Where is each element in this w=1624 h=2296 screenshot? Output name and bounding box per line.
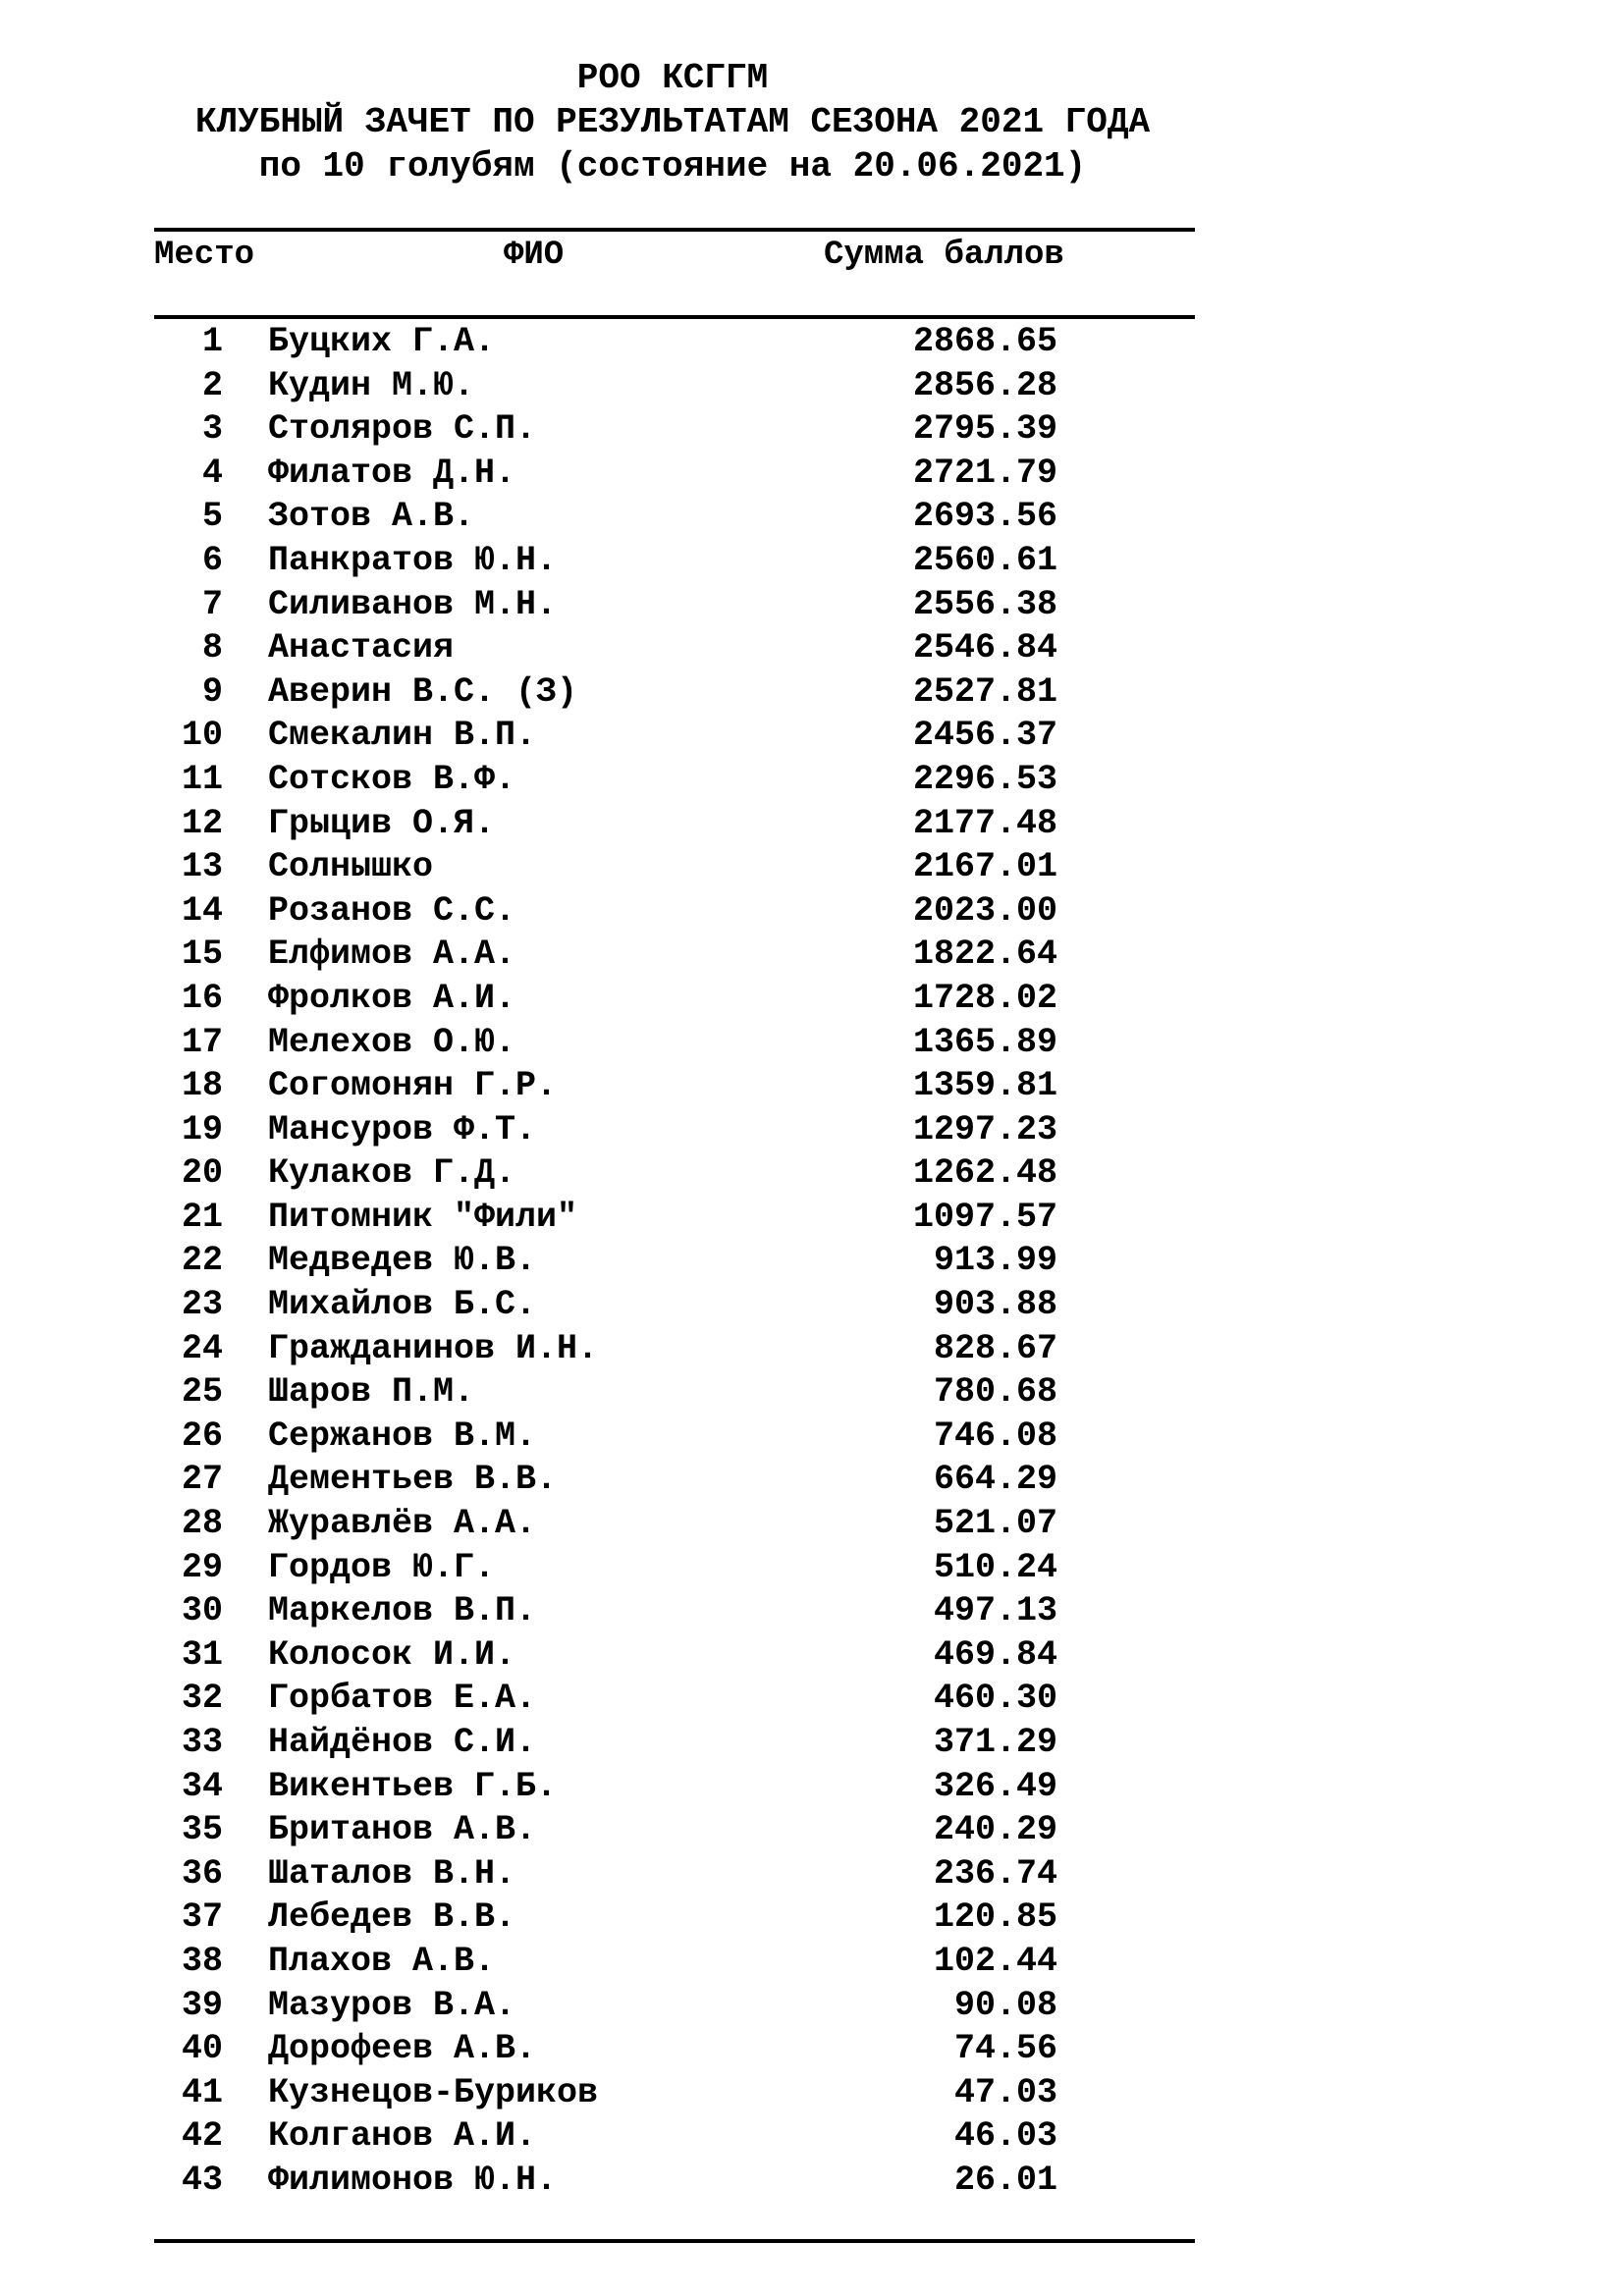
row-name: Викентьев Г.Б. (268, 1766, 558, 1806)
table-row (0, 626, 1624, 670)
table-row (0, 889, 1624, 934)
row-place: 27 (181, 1460, 223, 1500)
row-score: 469.84 (933, 1634, 1057, 1675)
row-place: 41 (181, 2072, 223, 2112)
row-name: Горбатов Е.А. (268, 1679, 537, 1719)
results-table-body (0, 320, 1624, 2203)
row-score: 120.85 (933, 1897, 1057, 1938)
table-row (0, 670, 1624, 715)
row-score: 903.88 (933, 1285, 1057, 1325)
row-name: Михайлов Б.С. (268, 1285, 537, 1325)
row-name: Дорофеев А.В. (268, 2029, 537, 2069)
row-name: Смекалин В.П. (268, 716, 537, 756)
row-name: Кудин М.Ю. (268, 365, 475, 405)
row-place: 37 (181, 1897, 223, 1938)
table-row (0, 1546, 1624, 1590)
row-name: Найдёнов С.И. (268, 1723, 537, 1762)
row-place: 18 (181, 1066, 223, 1106)
row-score: 47.03 (953, 2072, 1057, 2112)
row-score: 2721.79 (912, 453, 1057, 493)
table-row (0, 1415, 1624, 1459)
top-divider (154, 228, 1195, 232)
table-row (0, 845, 1624, 889)
row-name: Питомник "Фили" (268, 1197, 578, 1237)
row-place: 42 (181, 2116, 223, 2157)
row-place: 17 (181, 1022, 223, 1062)
organization-title: РОО КСГГМ (576, 58, 769, 98)
row-score: 2527.81 (912, 671, 1057, 712)
table-row (0, 2027, 1624, 2071)
table-row (0, 1721, 1624, 1765)
row-score: 664.29 (933, 1460, 1057, 1500)
row-name: Столяров С.П. (268, 409, 537, 450)
table-row (0, 1940, 1624, 1984)
table-row (0, 933, 1624, 977)
table-row (0, 1852, 1624, 1896)
table-row (0, 1765, 1624, 1809)
row-score: 1297.23 (912, 1109, 1057, 1149)
row-place: 40 (181, 2029, 223, 2069)
row-score: 240.29 (933, 1810, 1057, 1850)
table-row (0, 1239, 1624, 1283)
table-row (0, 1984, 1624, 2028)
row-name: Шаталов В.Н. (268, 1853, 516, 1894)
table-row (0, 2114, 1624, 2159)
table-row (0, 802, 1624, 846)
table-row (0, 1108, 1624, 1152)
row-place: 38 (181, 1941, 223, 1981)
row-place: 14 (181, 890, 223, 931)
row-score: 2546.84 (912, 628, 1057, 668)
row-place: 15 (181, 934, 223, 975)
row-place: 5 (201, 497, 223, 537)
table-row (0, 1896, 1624, 1940)
row-score: 913.99 (933, 1241, 1057, 1281)
column-header-name: ФИО (504, 237, 565, 274)
row-name: Колганов А.И. (268, 2116, 537, 2157)
row-score: 497.13 (933, 1591, 1057, 1631)
bottom-divider (154, 2239, 1195, 2243)
header-divider (154, 315, 1195, 319)
row-score: 371.29 (933, 1723, 1057, 1762)
row-score: 2693.56 (912, 497, 1057, 537)
row-score: 1728.02 (912, 978, 1057, 1018)
row-place: 33 (181, 1723, 223, 1762)
row-place: 19 (181, 1109, 223, 1149)
row-name: Кузнецов-Буриков (268, 2072, 599, 2112)
row-score: 2556.38 (912, 584, 1057, 624)
row-place: 35 (181, 1810, 223, 1850)
row-name: Розанов С.С. (268, 890, 516, 931)
row-place: 31 (181, 1634, 223, 1675)
table-row (0, 1633, 1624, 1678)
row-score: 102.44 (933, 1941, 1057, 1981)
row-place: 3 (201, 409, 223, 450)
row-place: 1 (201, 322, 223, 361)
row-place: 30 (181, 1591, 223, 1631)
table-row (0, 758, 1624, 802)
table-row (0, 1151, 1624, 1196)
row-score: 2023.00 (912, 890, 1057, 931)
table-row (0, 1808, 1624, 1852)
row-name: Анастасия (268, 628, 455, 668)
row-place: 11 (181, 759, 223, 799)
column-header-place: Место (154, 237, 255, 274)
row-place: 21 (181, 1197, 223, 1237)
row-place: 10 (181, 716, 223, 756)
row-place: 16 (181, 978, 223, 1018)
table-row (0, 2071, 1624, 2115)
row-score: 1262.48 (912, 1153, 1057, 1194)
row-place: 20 (181, 1153, 223, 1194)
row-score: 74.56 (953, 2029, 1057, 2069)
table-row (0, 1677, 1624, 1721)
table-row (0, 320, 1624, 364)
row-place: 39 (181, 1985, 223, 2025)
row-place: 13 (181, 847, 223, 887)
table-row (0, 1589, 1624, 1633)
table-row (0, 1458, 1624, 1502)
table-row (0, 364, 1624, 408)
row-name: Филатов Д.Н. (268, 453, 516, 493)
row-score: 2177.48 (912, 803, 1057, 843)
row-name: Британов А.В. (268, 1810, 537, 1850)
row-place: 29 (181, 1547, 223, 1587)
row-score: 521.07 (933, 1504, 1057, 1544)
row-name: Журавлёв А.А. (268, 1504, 537, 1544)
table-row (0, 539, 1624, 583)
row-name: Шаров П.М. (268, 1372, 475, 1413)
row-score: 2296.53 (912, 759, 1057, 799)
row-place: 2 (201, 365, 223, 405)
table-row (0, 452, 1624, 496)
row-place: 28 (181, 1504, 223, 1544)
row-place: 34 (181, 1766, 223, 1806)
row-name: Плахов А.В. (268, 1941, 496, 1981)
row-place: 25 (181, 1372, 223, 1413)
row-score: 1359.81 (912, 1066, 1057, 1106)
table-row (0, 1502, 1624, 1546)
page-subtitle: по 10 голубям (состояние на 20.06.2021) (258, 146, 1087, 187)
row-score: 26.01 (953, 2160, 1057, 2200)
row-name: Зотов А.В. (268, 497, 475, 537)
row-score: 1365.89 (912, 1022, 1057, 1062)
row-place: 8 (201, 628, 223, 668)
row-score: 90.08 (953, 1985, 1057, 2025)
row-name: Солнышко (268, 847, 434, 887)
row-score: 46.03 (953, 2116, 1057, 2157)
column-header-score: Сумма баллов (824, 237, 1064, 274)
table-row (0, 1064, 1624, 1108)
row-place: 12 (181, 803, 223, 843)
row-name: Гордов Ю.Г. (268, 1547, 496, 1587)
table-row (0, 977, 1624, 1021)
table-row (0, 714, 1624, 758)
row-place: 22 (181, 1241, 223, 1281)
row-name: Мансуров Ф.Т. (268, 1109, 537, 1149)
row-score: 1097.57 (912, 1197, 1057, 1237)
table-row (0, 1021, 1624, 1065)
row-name: Силиванов М.Н. (268, 584, 558, 624)
row-name: Мелехов О.Ю. (268, 1022, 516, 1062)
table-row (0, 1196, 1624, 1240)
row-place: 32 (181, 1679, 223, 1719)
row-place: 9 (201, 671, 223, 712)
row-name: Фролков А.И. (268, 978, 516, 1018)
row-place: 24 (181, 1328, 223, 1368)
row-name: Дементьев В.В. (268, 1460, 558, 1500)
row-place: 26 (181, 1415, 223, 1456)
row-score: 510.24 (933, 1547, 1057, 1587)
row-name: Филимонов Ю.Н. (268, 2160, 558, 2200)
row-name: Медведев Ю.В. (268, 1241, 537, 1281)
row-place: 6 (201, 540, 223, 580)
table-row (0, 495, 1624, 539)
row-name: Мазуров В.А. (268, 1985, 516, 2025)
row-place: 4 (201, 453, 223, 493)
row-place: 7 (201, 584, 223, 624)
row-score: 2795.39 (912, 409, 1057, 450)
row-name: Сотсков В.Ф. (268, 759, 516, 799)
row-name: Панкратов Ю.Н. (268, 540, 558, 580)
page-title: КЛУБНЫЙ ЗАЧЕТ ПО РЕЗУЛЬТАТАМ СЕЗОНА 2021 ГОДА (194, 102, 1151, 142)
row-score: 2456.37 (912, 716, 1057, 756)
row-name: Гражданинов И.Н. (268, 1328, 599, 1368)
row-score: 746.08 (933, 1415, 1057, 1456)
table-row (0, 407, 1624, 452)
row-score: 460.30 (933, 1679, 1057, 1719)
row-name: Лебедев В.В. (268, 1897, 516, 1938)
row-score: 236.74 (933, 1853, 1057, 1894)
row-score: 1822.64 (912, 934, 1057, 975)
row-name: Колосок И.И. (268, 1634, 516, 1675)
row-score: 780.68 (933, 1372, 1057, 1413)
row-score: 2868.65 (912, 322, 1057, 361)
table-row (0, 1327, 1624, 1371)
row-place: 23 (181, 1285, 223, 1325)
table-row (0, 2159, 1624, 2203)
row-name: Маркелов В.П. (268, 1591, 537, 1631)
row-name: Сержанов В.М. (268, 1415, 537, 1456)
table-row (0, 1370, 1624, 1415)
row-name: Аверин В.С. (З) (268, 671, 578, 712)
table-row (0, 1283, 1624, 1327)
row-score: 2167.01 (912, 847, 1057, 887)
row-name: Елфимов А.А. (268, 934, 516, 975)
row-place: 36 (181, 1853, 223, 1894)
row-score: 2856.28 (912, 365, 1057, 405)
table-row (0, 583, 1624, 627)
row-score: 828.67 (933, 1328, 1057, 1368)
row-score: 2560.61 (912, 540, 1057, 580)
row-name: Согомонян Г.Р. (268, 1066, 558, 1106)
row-score: 326.49 (933, 1766, 1057, 1806)
row-name: Грыцив О.Я. (268, 803, 496, 843)
row-name: Кулаков Г.Д. (268, 1153, 516, 1194)
row-name: Буцких Г.А. (268, 322, 496, 361)
row-place: 43 (181, 2160, 223, 2200)
